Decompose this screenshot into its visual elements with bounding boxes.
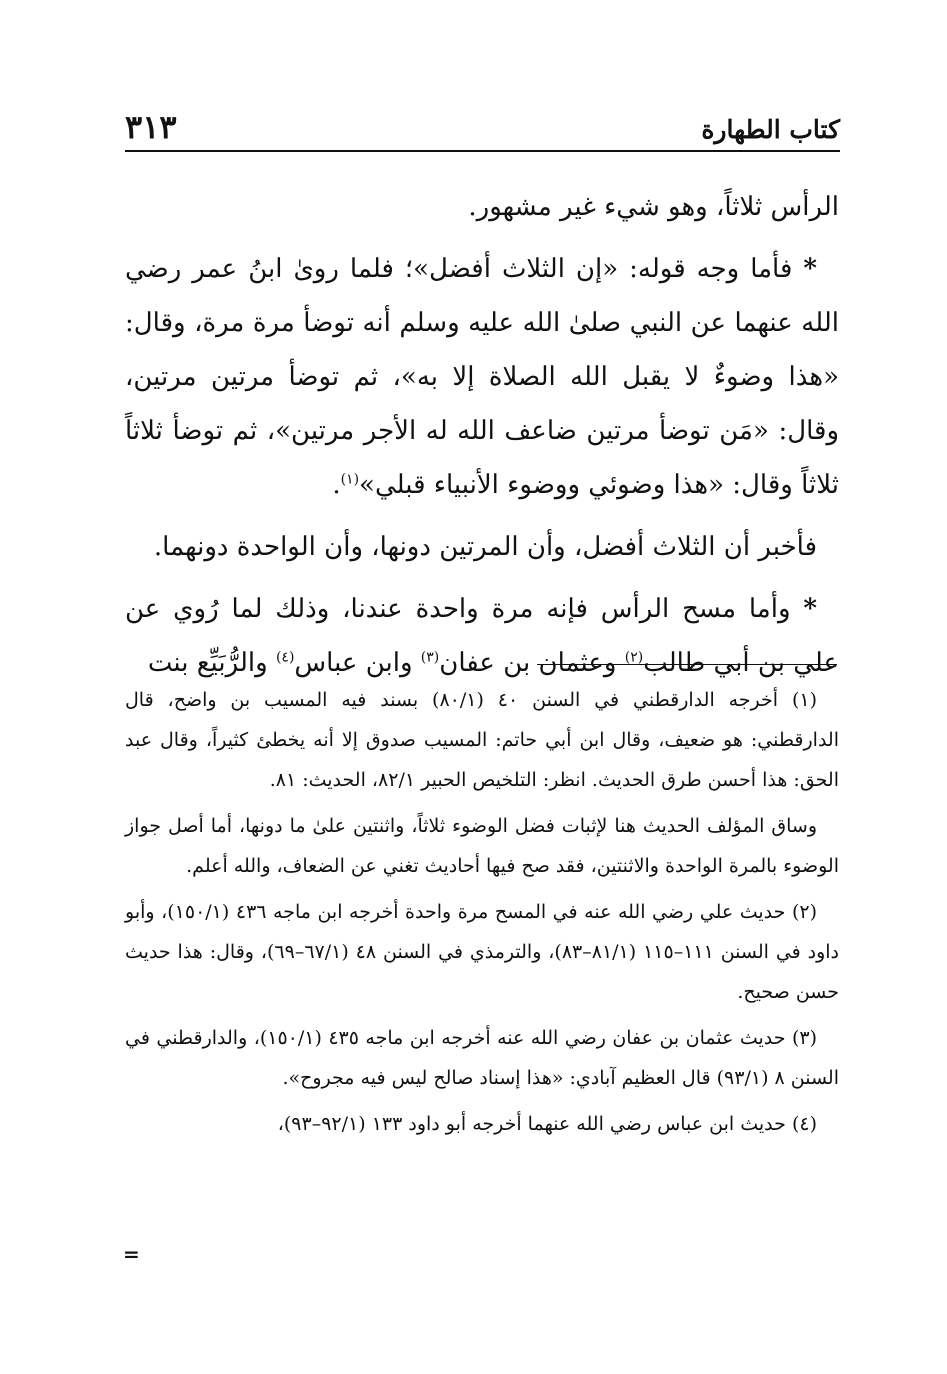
star-marker: * xyxy=(803,254,817,284)
paragraph-3-text: فأخبر أن الثلاث أفضل، وأن المرتين دونها، وأن الواحدة دونهما. xyxy=(153,532,817,562)
page-number: ٣١٣ xyxy=(125,108,177,146)
star-marker: * xyxy=(803,594,818,624)
page-header xyxy=(125,100,840,152)
footnote-3: (٣) حديث عثمان بن عفان رضي الله عنه أخرجه ابن ماجه ٤٣٥ (١٥٠/١)، والدارقطني في السنن ٨ (٩٣/١) قال العظيم آبادي: «هذا إسناد صالح ليس فيه مجروح». xyxy=(125,1027,839,1089)
continuation-mark: = xyxy=(123,1242,140,1266)
footnote-1-continuation: وساق المؤلف الحديث هنا لإثبات فضل الوضوء ثلاثاً، واثنتين علىٰ ما دونها، أما أصل جواز الوضوء بالمرة الواحدة والاثنتين، فقد صح فيها أحاديث تغني عن الضعاف، والله أعلم. xyxy=(125,815,839,877)
paragraph-4-text-c: وابن عباس xyxy=(294,648,421,678)
paragraph-3 xyxy=(125,520,839,574)
paragraph-2 xyxy=(125,242,839,512)
footnotes xyxy=(125,680,839,1150)
book-title: كتاب الطهارة xyxy=(701,115,840,144)
footnote-4: (٤) حديث ابن عباس رضي الله عنهما أخرجه أبو داود ١٣٣ (٩٢/١–٩٣)، xyxy=(277,1113,817,1135)
paragraph-4-text-b: وعثمان بن عفان xyxy=(439,648,625,678)
footnote-ref-4: (٤) xyxy=(275,649,295,666)
paragraph-1-text: الرأس ثلاثاً، وهو شيء غير مشهور. xyxy=(468,192,839,222)
main-text xyxy=(125,180,839,698)
footnote-ref-1: (١) xyxy=(340,471,360,488)
footnote-separator xyxy=(537,664,837,665)
paragraph-4 xyxy=(125,582,839,690)
footnote-2: (٢) حديث علي رضي الله عنه في المسح مرة واحدة أخرجه ابن ماجه ٤٣٦ (١٥٠/١)، وأبو داود في السنن ١١١–١١٥ (٨١/١–٨٣)، والترمذي في السنن ٤٨ (٦٧/١–٦٩)، وقال: هذا حديث حسن صحيح. xyxy=(125,901,840,1003)
footnote-ref-3: (٣) xyxy=(420,649,440,666)
footnote-ref-2: (٢) xyxy=(624,649,644,666)
paragraph-1 xyxy=(125,180,839,234)
paragraph-2-text: فأما وجه قوله: «إن الثلاث أفضل»؛ فلما روىٰ ابنُ عمر رضي الله عنهما عن النبي صلىٰ الله عليه وسلم أنه توضأ مرة مرة، وقال: «هذا وضوءٌ لا يقبل الله الصلاة إلا به»، ثم توضأ مرتين مرتين، وقال: «مَن توضأ مرتين ضاعف الله له الأجر مرتين»، ثم توضأ ثلاثاً ثلاثاً وقال: «هذا وضوئي ووضوء الأنبياء قبلي» xyxy=(125,254,839,500)
paragraph-4-text-a: وأما مسح الرأس فإنه مرة واحدة عندنا، وذلك لما رُوي عن علي بن أبي طالب xyxy=(125,594,839,678)
footnote-1: (١) أخرجه الدارقطني في السنن ٤٠ (٨٠/١) بسند فيه المسيب بن واضح، قال الدارقطني: هو ضعيف، وقال ابن أبي حاتم: المسيب صدوق إلا أنه يخطئ كثيراً، وقال عبد الحق: هذا أحسن طرق الحديث. انظر: التلخيص الحبير ٨٢/١، الحديث: ٨١. xyxy=(125,689,839,791)
paragraph-4-text-d: والرُّبَيِّع بنت xyxy=(147,648,276,678)
paragraph-2-end: . xyxy=(332,470,341,500)
